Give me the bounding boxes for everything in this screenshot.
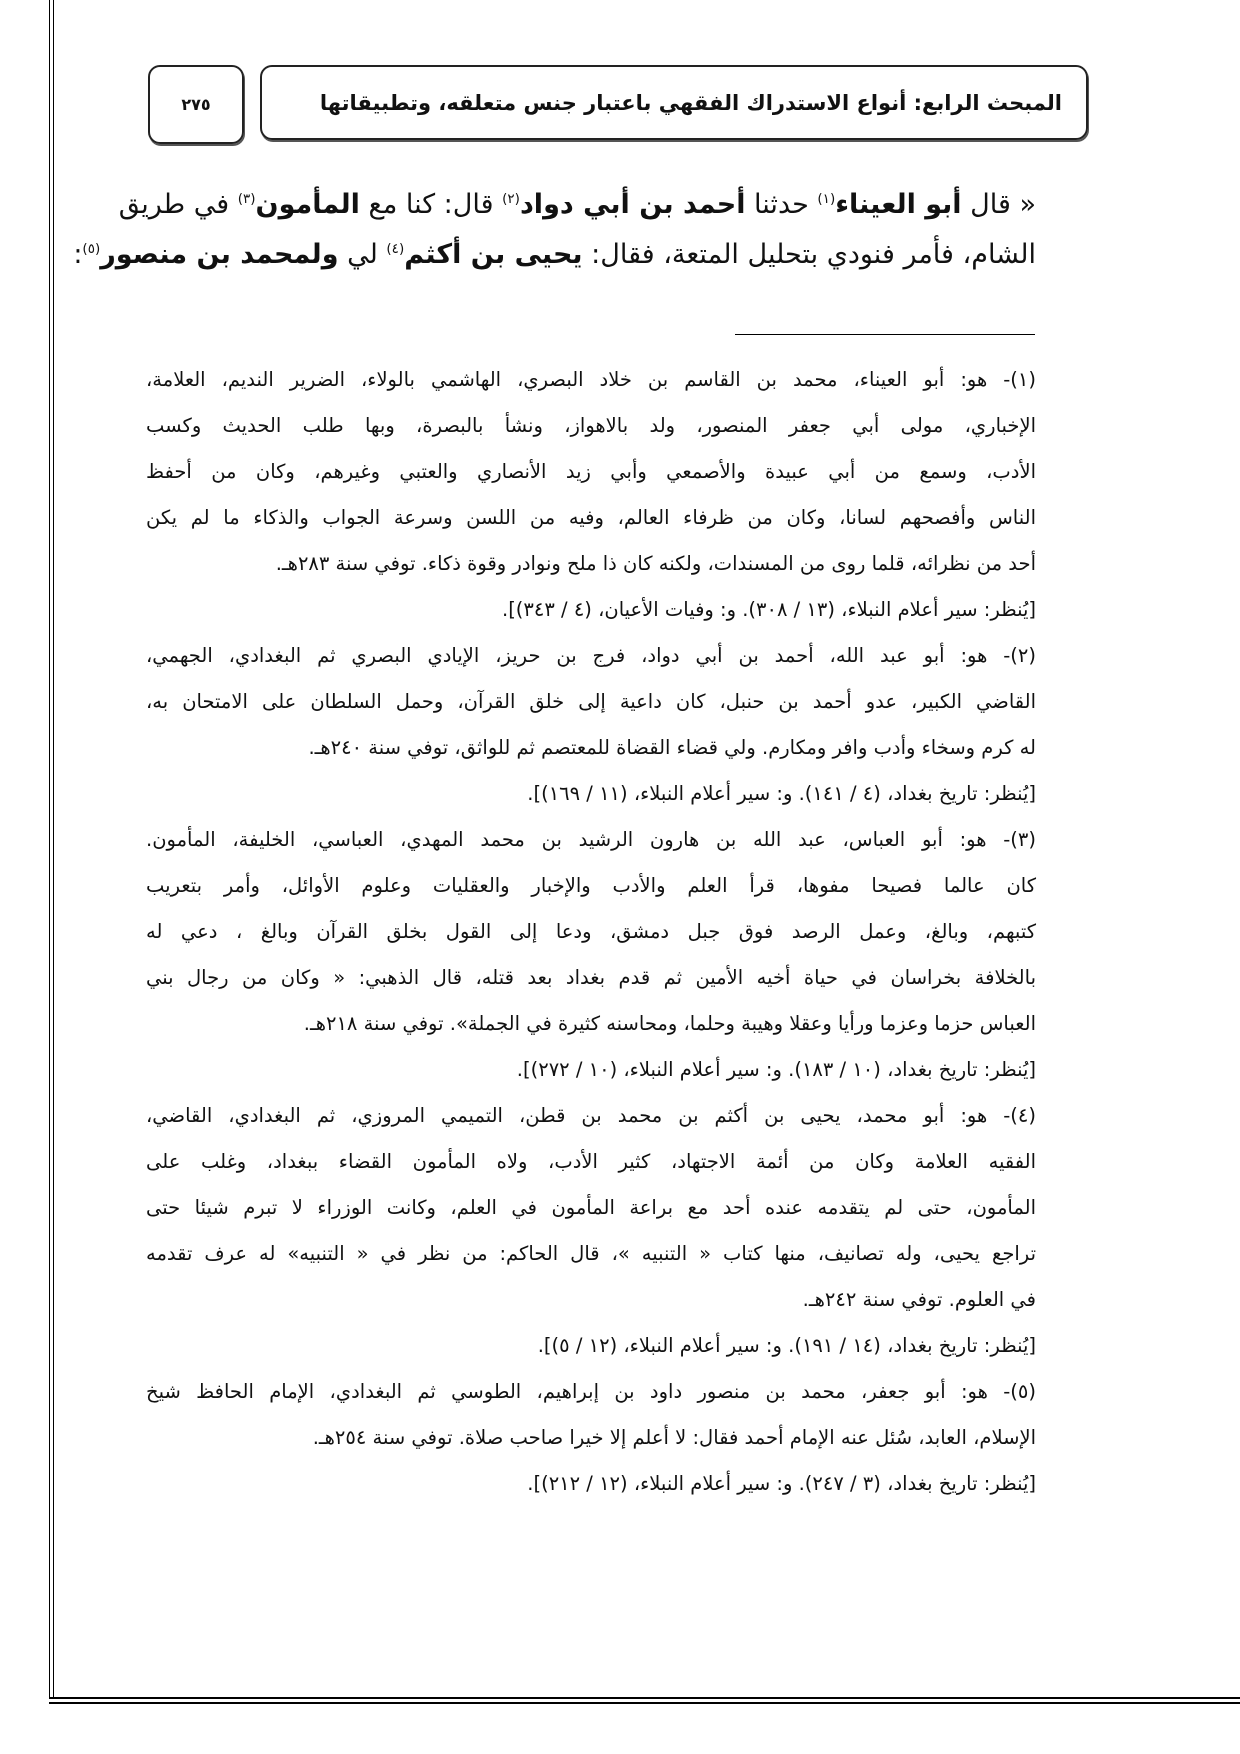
footnote-line: له كرم وسخاء وأدب وافر ومكارم. ولي قضاء القضاة للمعتصم ثم للواثق، توفي سنة ٢٤٠هـ. (308, 736, 1036, 759)
footnote-line: (١)- هو: أبو العيناء، محمد بن القاسم بن خلاد البصري، الهاشمي بالولاء، الضرير النديم، العلامة، (146, 368, 1036, 391)
bold-name: يحيى بن أكثم (404, 239, 583, 270)
body-line (118, 180, 1036, 230)
bold-name: المأمون (255, 189, 360, 220)
section-header-box (260, 65, 1088, 140)
footnote-2 (146, 633, 1036, 817)
footnote-line: الناس وأفصحهم لسانا، وكان من ظرفاء العالم، وفيه من اللسن وسرعة الجواب والذكاء ما لم يكن (146, 506, 1036, 529)
footnote-marker: (٥) (82, 241, 101, 257)
text-segment: « قال (961, 189, 1036, 220)
text-segment: قال: كنا مع (359, 189, 503, 220)
footnote-4 (146, 1093, 1036, 1369)
footnote-line: المأمون، حتى لم يتقدمه عنده أحد مع براعة المأمون في العلم، وكانت الوزراء لا تبرم شيئا حتى (146, 1196, 1036, 1219)
page-bottom-border (49, 1697, 1240, 1704)
footnote-line: (٣)- هو: أبو العباس، عبد الله بن هارون الرشيد بن محمد المهدي، العباسي، الخليفة، المأمون. (146, 828, 1036, 851)
footnote-line: (٥)- هو: أبو جعفر، محمد بن منصور داود بن إبراهيم، الطوسي ثم البغدادي، الإمام الحافظ شيخ (146, 1380, 1036, 1403)
main-text (73, 180, 1036, 280)
footnote-5 (146, 1369, 1036, 1507)
footnote-line: كتبهم، وبالغ، وعمل الرصد فوق جبل دمشق، ودعا إلى القول بخلق القرآن وبالغ ، دعي له (146, 920, 1036, 943)
footnote-line: [يُنظر: تاريخ بغداد، (١٤ / ١٩١). و: سير أعلام النبلاء، (١٢ / ٥)]. (537, 1334, 1036, 1357)
footnote-line: [يُنظر: تاريخ بغداد، (١٠ / ١٨٣). و: سير أعلام النبلاء، (١٠ / ٢٧٢)]. (516, 1058, 1036, 1081)
footnote-line: الفقيه العلامة وكان من أئمة الاجتهاد، كثير الأدب، ولاه المأمون القضاء ببغداد، وغلب على (146, 1150, 1036, 1173)
text-segment: : (73, 239, 83, 270)
footnote-line: الأدب، وسمع من أبي عبيدة والأصمعي وأبي زيد الأنصاري والعتبي وغيرهم، وكان من أحفظ (146, 460, 1036, 483)
footnote-marker: (٢) (502, 191, 520, 207)
footnote-line: [يُنظر: تاريخ بغداد، (٤ / ١٤١). و: سير أعلام النبلاء، (١١ / ١٦٩)]. (527, 782, 1036, 805)
footnote-marker: (١) (817, 191, 836, 207)
footnote-line: القاضي الكبير، عدو أحمد بن حنبل، كان داعية إلى خلق القرآن، وحمل السلطان على الامتحان به، (146, 690, 1036, 713)
text-segment: لي (338, 239, 387, 270)
footnote-line: تراجع يحيى، وله تصانيف، منها كتاب « التنبيه »، قال الحاكم: من نظر في « التنبيه» له عرف تقدمه (146, 1242, 1036, 1265)
text-segment: في طريق (118, 189, 238, 220)
footnote-line: الإخباري، مولى أبي جعفر المنصور، ولد بالاهواز، ونشأ بالبصرة، وبها طلب الحديث وكسب (146, 414, 1036, 437)
page-number-box (148, 65, 244, 144)
footnote-line: [يُنظر: سير أعلام النبلاء، (١٣ / ٣٠٨). و: وفيات الأعيان، (٤ / ٣٤٣)]. (502, 598, 1036, 621)
footnote-3 (146, 817, 1036, 1093)
footnote-line: [يُنظر: تاريخ بغداد، (٣ / ٢٤٧). و: سير أعلام النبلاء، (١٢ / ٢١٢)]. (527, 1472, 1036, 1495)
bold-name: أحمد بن أبي دواد (519, 189, 746, 220)
footnote-line: الإسلام، العابد، سُئل عنه الإمام أحمد فقال: لا أعلم إلا خيرا صاحب صلاة. توفي سنة ٢٥٤هـ. (312, 1426, 1036, 1449)
footnote-line: في العلوم. توفي سنة ٢٤٢هـ. (802, 1288, 1036, 1311)
footnote-separator (735, 334, 1035, 335)
footnote-line: (٤)- هو: أبو محمد، يحيى بن أكثم بن محمد بن قطن، التميمي المروزي، ثم البغدادي، القاضي، (146, 1104, 1036, 1127)
body-line (73, 230, 1036, 280)
footnote-line: العباس حزما وعزما ورأيا وعقلا وهيبة وحلما، ومحاسنه كثيرة في الجملة». توفي سنة ٢١٨هـ. (303, 1012, 1036, 1035)
footnote-1 (146, 357, 1036, 633)
text-segment: الشام، فأمر فنودي بتحليل المتعة، فقال: (582, 239, 1036, 270)
text-segment: حدثنا (745, 189, 818, 220)
page-number: ٢٧٥ (181, 95, 211, 114)
bold-name: أبو العيناء (835, 189, 962, 220)
footnotes (146, 357, 1036, 1507)
footnote-line: (٢)- هو: أبو عبد الله، أحمد بن أبي دواد، فرج بن حريز، الإيادي البصري ثم البغدادي، الجهمي، (146, 644, 1036, 667)
page-left-border (49, 0, 54, 1697)
footnote-marker: (٣) (237, 191, 256, 207)
footnote-marker: (٤) (386, 241, 405, 257)
footnote-line: بالخلافة بخراسان في حياة أخيه الأمين ثم قدم بغداد بعد قتله، قال الذهبي: « وكان من رجال بني (146, 966, 1036, 989)
footnote-line: كان عالما فصيحا مفوها، قرأ العلم والأدب والإخبار والعقليات وعلوم الأوائل، وأمر بتعريب (146, 874, 1036, 897)
section-title: المبحث الرابع: أنواع الاستدراك الفقهي باعتبار جنس متعلقه، وتطبيقاتها (319, 90, 1062, 115)
bold-name: ولمحمد بن منصور (100, 239, 339, 270)
footnote-line: أحد من نظرائه، قلما روى من المسندات، ولكنه كان ذا ملح ونوادر وقوة ذكاء. توفي سنة ٢٨٣هـ. (275, 552, 1036, 575)
